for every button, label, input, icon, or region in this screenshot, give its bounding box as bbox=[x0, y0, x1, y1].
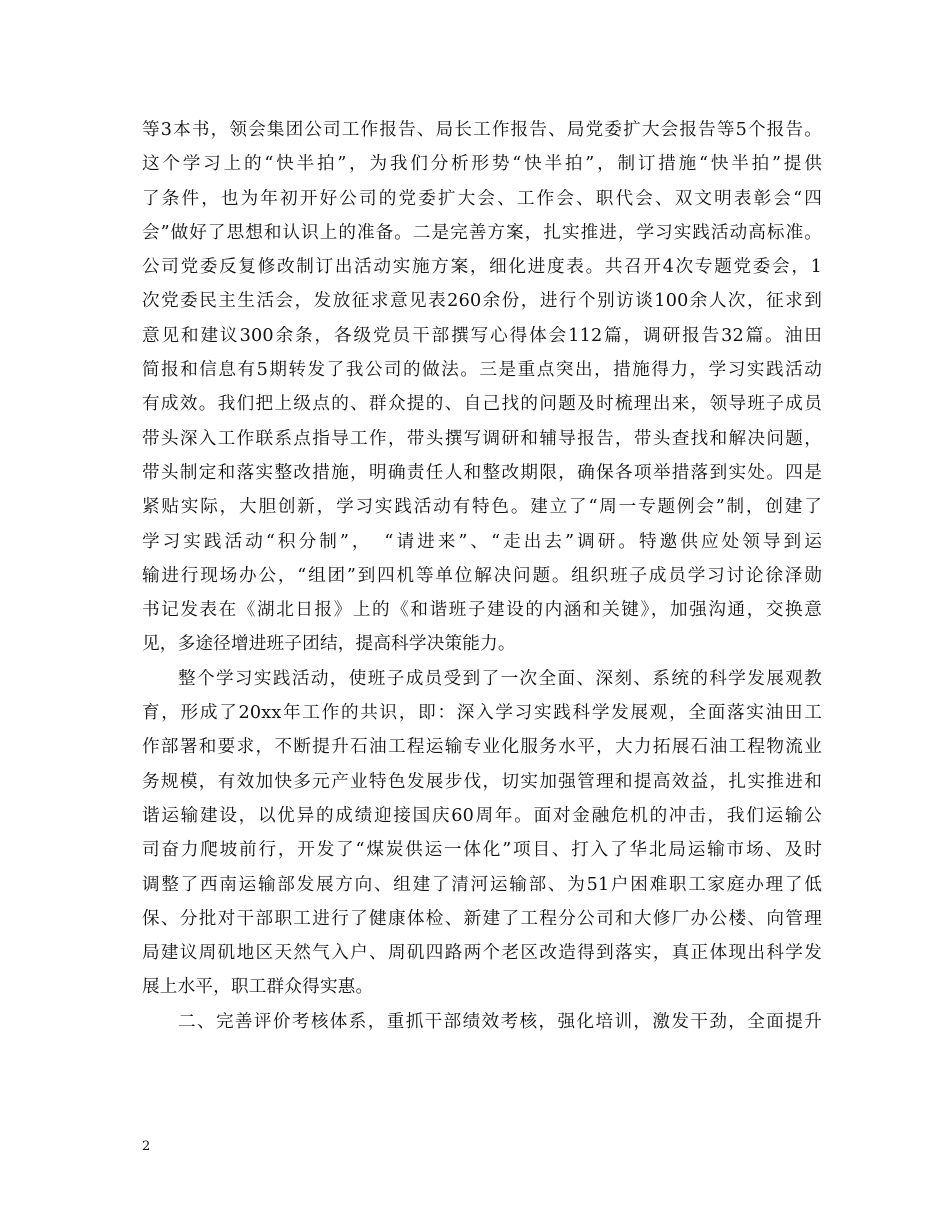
body-text-line: 等3本书，领会集团公司工作报告、局长工作报告、局党委扩大会报告等5个报告。 bbox=[142, 120, 822, 140]
body-text-line: 务规模，有效加快多元产业特色发展步伐，切实加强管理和提高效益，扎实推进和 bbox=[142, 771, 822, 792]
body-text-line: 谐运输建设，以优异的成绩迎接国庆60周年。面对金融危机的冲击，我们运输公 bbox=[142, 805, 822, 826]
body-text-line: 二、完善评价考核体系，重抓干部绩效考核，强化培训，激发干劲，全面提升 bbox=[178, 1011, 822, 1032]
body-text-line: 展上水平，职工群众得实惠。 bbox=[142, 977, 374, 998]
body-text-line: 局建议周矶地区天然气入户、周矶四路两个老区改造得到落实，真正体现出科学发 bbox=[142, 943, 822, 964]
body-text-line: 调整了西南运输部发展方向、组建了清河运输部、为51户困难职工家庭办理了低 bbox=[142, 874, 822, 895]
body-text-line: 保、分批对干部职工进行了健康体检、新建了工程分公司和大修厂办公楼、向管理 bbox=[142, 908, 822, 929]
body-text-line: 带头深入工作联系点指导工作，带头撰写调研和辅导报告，带头查找和解决问题， bbox=[142, 428, 822, 449]
body-text-line: 次党委民主生活会，发放征求意见表260余份，进行个别访谈100余人次，征求到 bbox=[142, 291, 822, 312]
body-text-line: 带头制定和落实整改措施，明确责任人和整改期限，确保各项举措落到实处。四是 bbox=[142, 462, 822, 483]
page-number: 2 bbox=[142, 1139, 151, 1154]
body-text-line: 这个学习上的“快半拍”，为我们分析形势“快半拍”，制订措施“快半拍”提供 bbox=[142, 154, 822, 175]
body-text-line: 司奋力爬坡前行，开发了“煤炭供运一体化”项目、打入了华北局运输市场、及时 bbox=[142, 840, 822, 861]
body-text-line: 书记发表在《湖北日报》上的《和谐班子建设的内涵和关键》，加强沟通，交换意 bbox=[142, 600, 822, 621]
body-text-line: 见，多途径增进班子团结，提高科学决策能力。 bbox=[142, 634, 516, 655]
body-text-line: 学习实践活动“积分制”， “请进来”、“走出去”调研。特邀供应处领导到运 bbox=[142, 531, 822, 552]
body-text bbox=[142, 113, 822, 1039]
body-text-line: 作部署和要求，不断提升石油工程运输专业化服务水平，大力拓展石油工程物流业 bbox=[142, 737, 822, 758]
body-text-line: 输进行现场办公，“组团”到四机等单位解决问题。组织班子成员学习讨论徐泽勋 bbox=[142, 565, 822, 586]
body-text-line: 公司党委反复修改制订出活动实施方案，细化进度表。共召开4次专题党委会，1 bbox=[142, 257, 822, 278]
body-text-line: 整个学习实践活动，使班子成员受到了一次全面、深刻、系统的科学发展观教 bbox=[178, 668, 822, 689]
body-text-line: 育，形成了20xx年工作的共识，即：深入学习实践科学发展观，全面落实油田工 bbox=[142, 703, 822, 724]
body-text-line: 会”做好了思想和认识上的准备。二是完善方案，扎实推进，学习实践活动高标准。 bbox=[142, 222, 822, 243]
body-text-line: 了条件，也为年初开好公司的党委扩大会、工作会、职代会、双文明表彰会“四 bbox=[142, 188, 822, 209]
body-text-line: 简报和信息有5期转发了我公司的做法。三是重点突出，措施得力，学习实践活动 bbox=[142, 360, 822, 381]
body-text-line: 紧贴实际，大胆创新，学习实践活动有特色。建立了“周一专题例会”制，创建了 bbox=[142, 497, 822, 518]
body-text-line: 意见和建议300余条，各级党员干部撰写心得体会112篇，调研报告32篇。油田 bbox=[142, 325, 822, 346]
body-text-line: 有成效。我们把上级点的、群众提的、自己找的问题及时梳理出来，领导班子成员 bbox=[142, 394, 822, 415]
